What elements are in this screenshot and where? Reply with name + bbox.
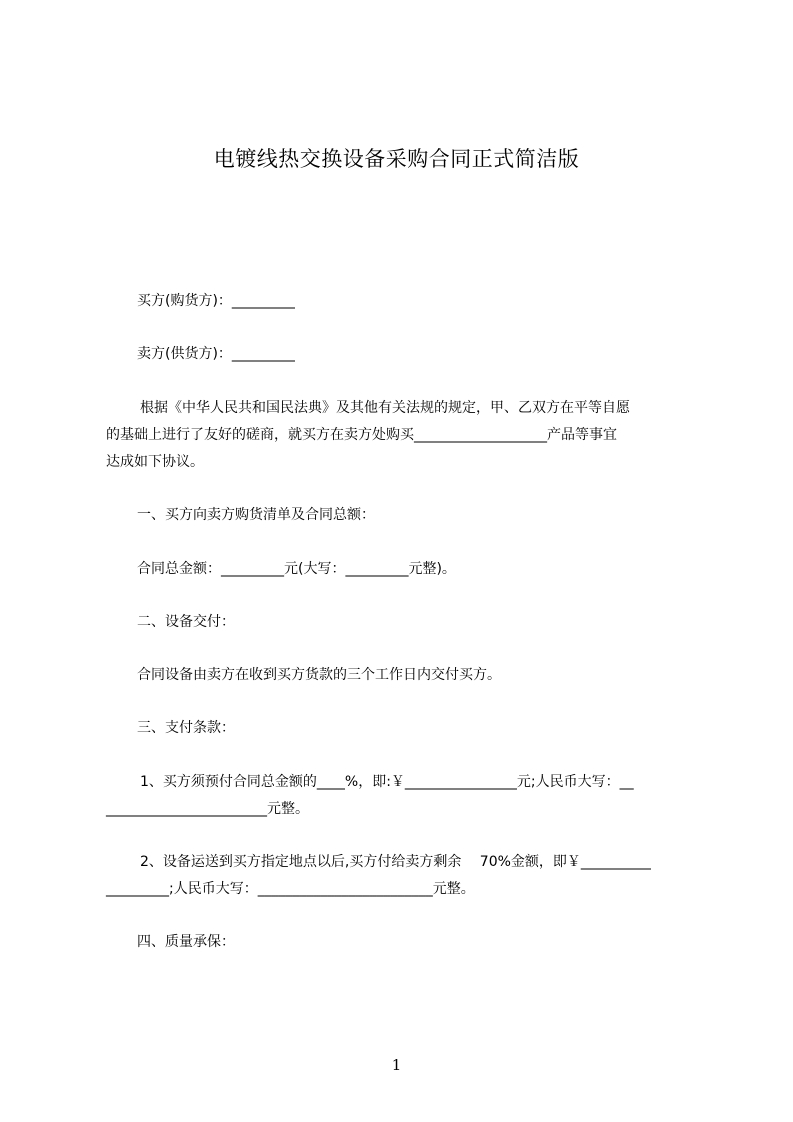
buyer-line: 买方(购货方)：_________ <box>137 293 295 309</box>
intro-line-1: 根据《中华人民共和国民法典》及其他有关法规的规定，甲、乙双方在平等自愿 <box>140 400 630 416</box>
document-title: 电镀线热交换设备采购合同正式简洁版 <box>213 147 580 171</box>
section3-heading: 三、支付条款： <box>137 720 235 736</box>
page-number: 1 <box>391 1056 402 1074</box>
payment1-line-1: 1、买方须预付合同总金额的____%，即:￥________________元;人民币大写：__ <box>140 774 634 790</box>
section2-heading: 二、设备交付： <box>137 614 235 630</box>
seller-line: 卖方(供货方)：_________ <box>137 346 295 362</box>
section2-text: 合同设备由卖方在收到买方货款的三个工作日内交付买方。 <box>137 667 501 683</box>
section1-heading: 一、买方向卖方购货清单及合同总额： <box>137 507 375 523</box>
payment2-line-1: 2、设备运送到买方指定地点以后,买方付给卖方剩余 70%金额，即￥__________ <box>140 854 651 870</box>
payment2-line-2: _________;人民币大写：_________________________元整。 <box>106 881 475 897</box>
intro-line-3: 达成如下协议。 <box>106 454 204 470</box>
section4-heading: 四、质量承保： <box>137 934 235 950</box>
section1-total: 合同总金额：_________元(大写：_________元整)。 <box>137 561 456 577</box>
payment1-line-2: _______________________元整。 <box>106 801 309 817</box>
intro-line-2: 的基础上进行了友好的磋商，就买方在卖方处购买___________________产品等事宜 <box>106 427 617 443</box>
